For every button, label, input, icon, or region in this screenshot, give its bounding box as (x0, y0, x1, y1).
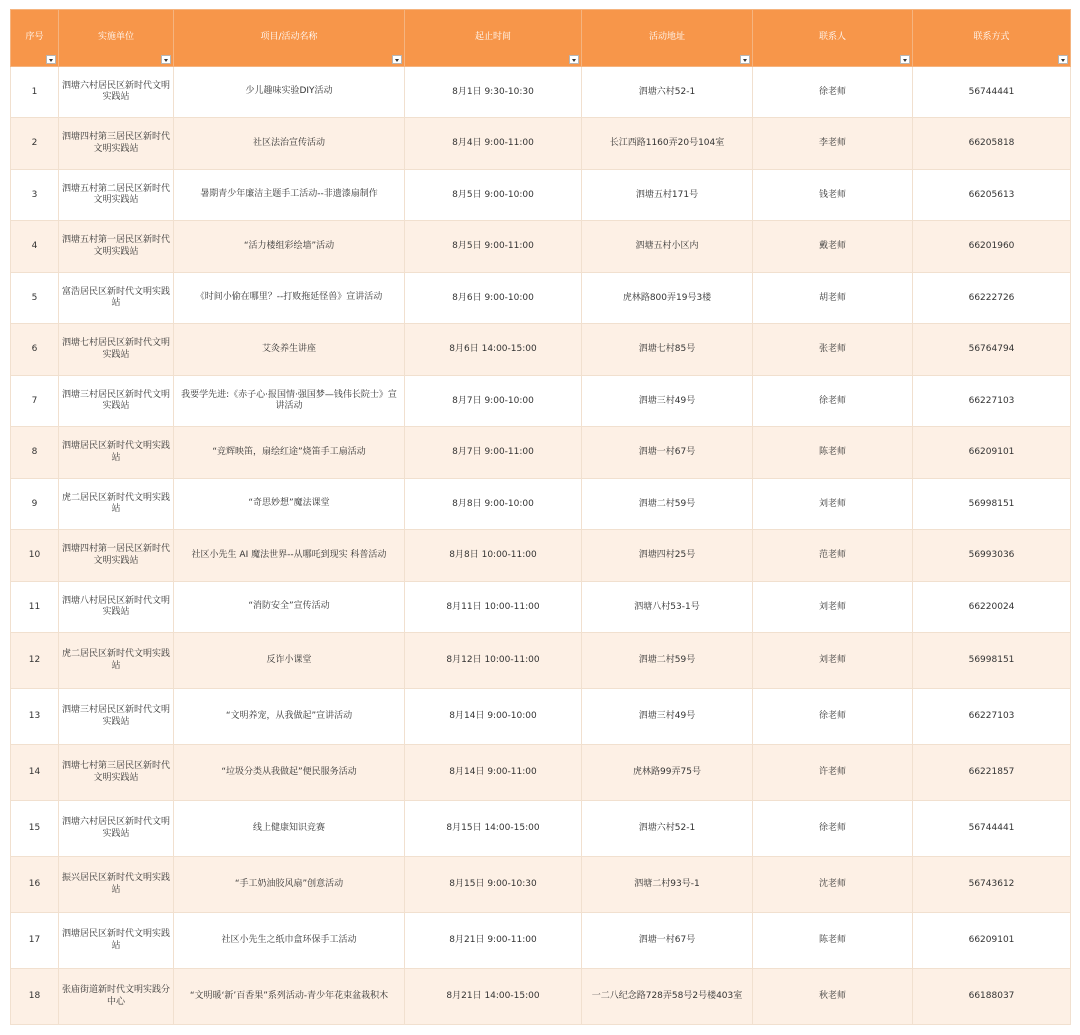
table-row[interactable] (11, 376, 1071, 427)
cell-no: 2 (11, 118, 59, 170)
table-row[interactable] (11, 118, 1071, 170)
cell-org: 泗塘五村第二居民区新时代文明实践站 (59, 170, 174, 221)
cell-no: 10 (11, 530, 59, 582)
cell-org: 泗塘四村第三居民区新时代文明实践站 (59, 118, 174, 170)
header-time-label: 起止时间 (474, 31, 511, 42)
cell-time: 8月11日 10:00-11:00 (405, 582, 582, 633)
cell-address: 泗塘二村93号-1 (582, 857, 753, 913)
cell-address: 泗塘五村小区内 (582, 221, 753, 273)
cell-org: 振兴居民区新时代文明实践站 (59, 857, 174, 913)
header-time[interactable] (405, 10, 582, 67)
cell-project: 反诈小课堂 (174, 633, 405, 689)
cell-address: 泗塘一村67号 (582, 913, 753, 969)
cell-time: 8月15日 9:00-10:30 (405, 857, 582, 913)
filter-dropdown-icon[interactable] (46, 55, 56, 64)
cell-time: 8月6日 9:00-10:00 (405, 273, 582, 324)
filter-dropdown-icon[interactable] (161, 55, 171, 64)
cell-contact: 徐老师 (753, 376, 913, 427)
cell-address: 泗塘六村52-1 (582, 67, 753, 118)
cell-project: 暑期青少年廉洁主题手工活动--非遗漆扇制作 (174, 170, 405, 221)
filter-dropdown-icon[interactable] (569, 55, 579, 64)
cell-time: 8月8日 9:00-10:00 (405, 479, 582, 530)
cell-project: “文明养宠，从我做起”宣讲活动 (174, 689, 405, 745)
cell-project: 少儿趣味实验DIY活动 (174, 67, 405, 118)
cell-org: 泗塘三村居民区新时代文明实践站 (59, 376, 174, 427)
table-row[interactable] (11, 689, 1071, 745)
cell-phone: 66221857 (913, 745, 1071, 801)
cell-no: 1 (11, 67, 59, 118)
cell-org: 泗塘八村居民区新时代文明实践站 (59, 582, 174, 633)
cell-org: 泗塘七村第三居民区新时代文明实践站 (59, 745, 174, 801)
cell-time: 8月7日 9:00-10:00 (405, 376, 582, 427)
cell-contact: 李老师 (753, 118, 913, 170)
cell-contact: 胡老师 (753, 273, 913, 324)
cell-time: 8月21日 14:00-15:00 (405, 969, 582, 1025)
cell-contact: 刘老师 (753, 633, 913, 689)
cell-project: “消防安全”宣传活动 (174, 582, 405, 633)
cell-address: 一二八纪念路728弄58号2号楼403室 (582, 969, 753, 1025)
cell-address: 泗塘二村59号 (582, 633, 753, 689)
cell-contact: 陈老师 (753, 913, 913, 969)
table-row[interactable] (11, 273, 1071, 324)
cell-address: 泗塘二村59号 (582, 479, 753, 530)
cell-no: 16 (11, 857, 59, 913)
cell-project: 艾灸养生讲座 (174, 324, 405, 376)
cell-no: 12 (11, 633, 59, 689)
cell-org: 虎二居民区新时代文明实践站 (59, 633, 174, 689)
table-row[interactable] (11, 633, 1071, 689)
cell-phone: 66220024 (913, 582, 1071, 633)
cell-time: 8月15日 14:00-15:00 (405, 801, 582, 857)
cell-address: 泗塘七村85号 (582, 324, 753, 376)
cell-address: 长江西路1160弄20号104室 (582, 118, 753, 170)
table-row[interactable] (11, 530, 1071, 582)
cell-time: 8月12日 10:00-11:00 (405, 633, 582, 689)
header-contact-label: 联系人 (818, 31, 846, 42)
cell-project: 社区小先生 AI 魔法世界--从哪吒到现实 科普活动 (174, 530, 405, 582)
cell-contact: 刘老师 (753, 479, 913, 530)
cell-address: 虎林路99弄75号 (582, 745, 753, 801)
cell-time: 8月6日 14:00-15:00 (405, 324, 582, 376)
cell-phone: 56744441 (913, 67, 1071, 118)
cell-phone: 56998151 (913, 633, 1071, 689)
filter-dropdown-icon[interactable] (740, 55, 750, 64)
cell-project: 社区法治宣传活动 (174, 118, 405, 170)
cell-time: 8月5日 9:00-10:00 (405, 170, 582, 221)
cell-time: 8月5日 9:00-11:00 (405, 221, 582, 273)
cell-phone: 66227103 (913, 376, 1071, 427)
cell-phone: 66222726 (913, 273, 1071, 324)
cell-no: 18 (11, 969, 59, 1025)
cell-no: 5 (11, 273, 59, 324)
header-address-label: 活动地址 (648, 31, 685, 42)
cell-phone: 66209101 (913, 913, 1071, 969)
header-project[interactable] (174, 10, 405, 67)
header-org-label: 实施单位 (97, 31, 134, 42)
cell-org: 泗塘三村居民区新时代文明实践站 (59, 689, 174, 745)
cell-org: 富浩居民区新时代文明实践站 (59, 273, 174, 324)
cell-contact: 陈老师 (753, 427, 913, 479)
cell-contact: 刘老师 (753, 582, 913, 633)
header-phone[interactable] (913, 10, 1071, 67)
table-row[interactable] (11, 170, 1071, 221)
cell-address: 泗塘四村25号 (582, 530, 753, 582)
filter-dropdown-icon[interactable] (900, 55, 910, 64)
cell-org: 泗塘七村居民区新时代文明实践站 (59, 324, 174, 376)
table-row[interactable] (11, 969, 1071, 1025)
filter-dropdown-icon[interactable] (1058, 55, 1068, 64)
cell-phone: 56764794 (913, 324, 1071, 376)
cell-address: 泗塘八村53-1号 (582, 582, 753, 633)
cell-address: 泗塘三村49号 (582, 376, 753, 427)
cell-time: 8月4日 9:00-11:00 (405, 118, 582, 170)
cell-org: 泗塘四村第一居民区新时代文明实践站 (59, 530, 174, 582)
cell-org: 泗塘五村第一居民区新时代文明实践站 (59, 221, 174, 273)
cell-address: 泗塘六村52-1 (582, 801, 753, 857)
cell-time: 8月21日 9:00-11:00 (405, 913, 582, 969)
cell-project: “垃圾分类从我做起”便民服务活动 (174, 745, 405, 801)
cell-org: 泗塘居民区新时代文明实践站 (59, 913, 174, 969)
cell-org: 泗塘六村居民区新时代文明实践站 (59, 67, 174, 118)
cell-no: 9 (11, 479, 59, 530)
cell-contact: 徐老师 (753, 801, 913, 857)
cell-phone: 56993036 (913, 530, 1071, 582)
cell-no: 17 (11, 913, 59, 969)
cell-org: 泗塘六村居民区新时代文明实践站 (59, 801, 174, 857)
cell-phone: 66188037 (913, 969, 1071, 1025)
table-row[interactable] (11, 913, 1071, 969)
header-row (11, 10, 1071, 67)
cell-address: 泗塘一村67号 (582, 427, 753, 479)
cell-time: 8月8日 10:00-11:00 (405, 530, 582, 582)
cell-phone: 66205818 (913, 118, 1071, 170)
cell-no: 3 (11, 170, 59, 221)
cell-contact: 徐老师 (753, 689, 913, 745)
cell-contact: 许老师 (753, 745, 913, 801)
cell-address: 虎林路800弄19号3楼 (582, 273, 753, 324)
cell-phone: 56743612 (913, 857, 1071, 913)
cell-phone: 66201960 (913, 221, 1071, 273)
cell-phone: 56998151 (913, 479, 1071, 530)
cell-phone: 66227103 (913, 689, 1071, 745)
cell-contact: 徐老师 (753, 67, 913, 118)
cell-org: 张庙街道新时代文明实践分中心 (59, 969, 174, 1025)
table-row[interactable] (11, 745, 1071, 801)
cell-project: “竞辉映笛，扇绘红途”烧笛手工扇活动 (174, 427, 405, 479)
header-phone-label: 联系方式 (973, 31, 1010, 42)
filter-dropdown-icon[interactable] (392, 55, 402, 64)
table-row[interactable] (11, 427, 1071, 479)
cell-contact: 钱老师 (753, 170, 913, 221)
cell-address: 泗塘五村171号 (582, 170, 753, 221)
header-contact[interactable] (753, 10, 913, 67)
cell-time: 8月7日 9:00-11:00 (405, 427, 582, 479)
cell-project: “奇思妙想”魔法课堂 (174, 479, 405, 530)
table-row[interactable] (11, 67, 1071, 118)
activity-table (10, 9, 1071, 1025)
cell-no: 11 (11, 582, 59, 633)
table-row[interactable] (11, 857, 1071, 913)
cell-no: 8 (11, 427, 59, 479)
header-project-label: 项目/活动名称 (260, 31, 318, 42)
table-row[interactable] (11, 582, 1071, 633)
cell-project: 《时间小偷在哪里？--打败拖延怪兽》宣讲活动 (174, 273, 405, 324)
cell-project: 社区小先生之纸巾盒环保手工活动 (174, 913, 405, 969)
cell-project: “手工奶油胶风扇”创意活动 (174, 857, 405, 913)
cell-contact: 范老师 (753, 530, 913, 582)
cell-contact: 戴老师 (753, 221, 913, 273)
header-no-label: 序号 (25, 31, 44, 42)
header-org[interactable] (59, 10, 174, 67)
cell-phone: 66209101 (913, 427, 1071, 479)
cell-no: 14 (11, 745, 59, 801)
cell-contact: 秋老师 (753, 969, 913, 1025)
cell-no: 4 (11, 221, 59, 273)
cell-time: 8月14日 9:00-10:00 (405, 689, 582, 745)
cell-project: “活力楼组彩绘墙”活动 (174, 221, 405, 273)
cell-contact: 沈老师 (753, 857, 913, 913)
cell-phone: 56744441 (913, 801, 1071, 857)
cell-no: 13 (11, 689, 59, 745)
cell-no: 7 (11, 376, 59, 427)
activity-table-container (10, 9, 1070, 1025)
cell-project: “文明暖‘新’百香果”系列活动-青少年花束盆栽积木 (174, 969, 405, 1025)
cell-project: 我要学先进:《赤子心·报国情·强国梦—钱伟长院士》宣讲活动 (174, 376, 405, 427)
cell-contact: 张老师 (753, 324, 913, 376)
cell-org: 虎二居民区新时代文明实践站 (59, 479, 174, 530)
header-no[interactable] (11, 10, 59, 67)
table-row[interactable] (11, 801, 1071, 857)
cell-no: 6 (11, 324, 59, 376)
cell-address: 泗塘三村49号 (582, 689, 753, 745)
cell-phone: 66205613 (913, 170, 1071, 221)
table-row[interactable] (11, 479, 1071, 530)
table-row[interactable] (11, 221, 1071, 273)
cell-time: 8月1日 9:30-10:30 (405, 67, 582, 118)
header-address[interactable] (582, 10, 753, 67)
table-body (11, 67, 1071, 1025)
cell-project: 线上健康知识竞赛 (174, 801, 405, 857)
cell-org: 泗塘居民区新时代文明实践站 (59, 427, 174, 479)
table-row[interactable] (11, 324, 1071, 376)
cell-no: 15 (11, 801, 59, 857)
cell-time: 8月14日 9:00-11:00 (405, 745, 582, 801)
